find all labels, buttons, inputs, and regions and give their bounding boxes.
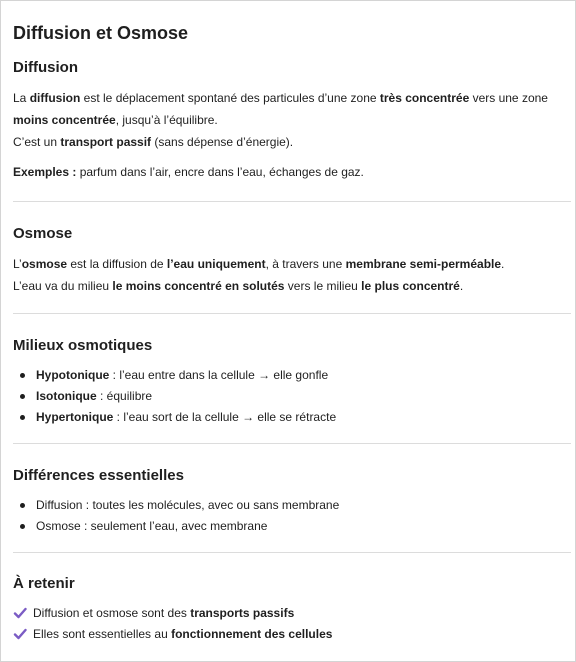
divider [13,313,571,314]
page-title: Diffusion et Osmose [13,23,189,43]
heading-milieux: Milieux osmotiques [13,337,153,354]
diffusion-examples: Exemples : parfum dans l’air, encre dans l’eau, échanges de gaz. [13,165,364,179]
list-item: Diffusion et osmose sont des transports passifs [13,603,563,624]
list-item: Elles sont essentielles au fonctionnement des cellules [13,624,563,645]
diffusion-definition: La diffusion est le déplacement spontané des particules d’une zone très concentrée vers une zone moins concentrée, jusqu’à l’équilibre. [13,91,548,127]
list-item: Diffusion : toutes les molécules, avec ou sans membrane [13,495,563,516]
differences-list [13,495,563,537]
list-item: Hypertonique : l’eau sort de la cellule → elle se rétracte [13,407,563,428]
heading-retenir: À retenir [13,575,75,592]
divider [13,201,571,202]
milieux-list [13,365,563,428]
list-item: Isotonique : équilibre [13,386,563,407]
osmose-definition: L’osmose est la diffusion de l’eau uniquement, à travers une membrane semi-perméable. [13,257,505,271]
heading-osmose: Osmose [13,225,73,242]
list-item: Hypotonique : l’eau entre dans la cellule → elle gonfle [13,365,563,386]
section-osmose [13,225,563,297]
section-diffusion [13,59,563,183]
check-icon [13,627,27,641]
check-icon [13,606,27,620]
divider [13,552,571,553]
section-differences [13,467,563,537]
divider [13,443,571,444]
section-milieux [13,337,563,428]
retenir-list [13,603,563,645]
heading-differences: Différences essentielles [13,467,184,484]
diffusion-passive: C’est un transport passif (sans dépense d’énergie). [13,135,294,149]
list-item: Osmose : seulement l’eau, avec membrane [13,516,563,537]
section-retenir [13,575,563,645]
heading-diffusion: Diffusion [13,59,78,76]
osmose-direction: L’eau va du milieu le moins concentré en solutés vers le milieu le plus concentré. [13,279,464,293]
